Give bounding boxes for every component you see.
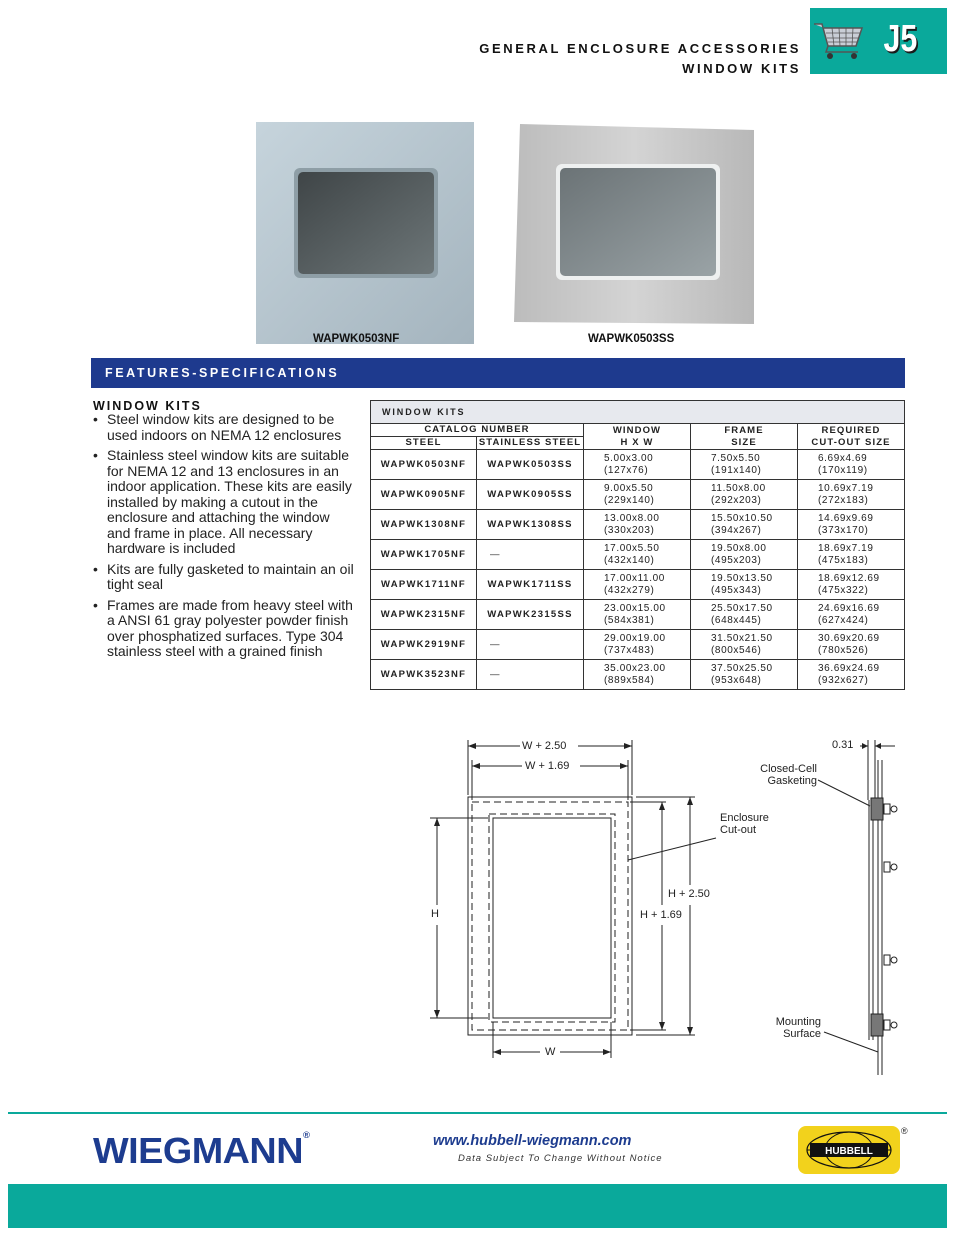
cutout-header-line2: CUT-OUT SIZE: [811, 436, 891, 448]
value-mm: (495x343): [711, 584, 762, 596]
frame-size: [691, 660, 798, 690]
page-tab: [810, 8, 947, 74]
window-header: [584, 424, 691, 450]
value-mm: (800x546): [711, 644, 762, 656]
brand-name: WIEGMANN: [93, 1130, 303, 1171]
value-mm: (475x322): [818, 584, 869, 596]
table-row: [371, 480, 905, 510]
value-mm: (475x183): [818, 554, 869, 566]
window-size: [584, 600, 691, 630]
table-row: [371, 570, 905, 600]
value-inches: 18.69x7.19: [818, 542, 874, 554]
value-inches: 19.50x8.00: [711, 542, 767, 554]
window-kit-photo-stainless: [514, 124, 756, 326]
value-mm: (272x183): [818, 494, 869, 506]
value-inches: 10.69x7.19: [818, 482, 874, 494]
dim-w: W: [545, 1046, 556, 1058]
cutout-size: [798, 510, 905, 540]
window-kit-photo-steel: [256, 120, 476, 345]
cutout-size: [798, 660, 905, 690]
features-specifications-bar: [91, 358, 905, 388]
table-row: [371, 450, 905, 480]
window-size: [584, 660, 691, 690]
wiegmann-logo: WIEGMANN®: [93, 1130, 310, 1171]
dim-h-plus-250: H + 2.50: [668, 888, 710, 900]
value-mm: (292x203): [711, 494, 762, 506]
value-mm: (932x627): [818, 674, 869, 686]
value-inches: 24.69x16.69: [818, 602, 880, 614]
frame-header-line2: SIZE: [731, 436, 757, 448]
cutout-header: [798, 424, 905, 450]
value-mm: (627x424): [818, 614, 869, 626]
window-size: [584, 480, 691, 510]
window-size: [584, 510, 691, 540]
window-size: [584, 630, 691, 660]
value-mm: (127x76): [604, 464, 649, 476]
features-list: [93, 412, 355, 665]
value-mm: (953x648): [711, 674, 762, 686]
cutout-size: [798, 480, 905, 510]
value-mm: (780x526): [818, 644, 869, 656]
window-size: [584, 540, 691, 570]
frame-size: [691, 600, 798, 630]
stainless-catalog-number: WAPWK1711SS: [477, 570, 584, 600]
value-inches: 35.00x23.00: [604, 662, 666, 674]
value-inches: 23.00x15.00: [604, 602, 666, 614]
value-inches: 17.00x5.50: [604, 542, 660, 554]
window-header-line1: WINDOW: [612, 424, 662, 436]
value-mm: (432x140): [604, 554, 655, 566]
value-mm: (889x584): [604, 674, 655, 686]
header-title-line1: GENERAL ENCLOSURE ACCESSORIES: [479, 41, 801, 56]
value-mm: (432x279): [604, 584, 655, 596]
value-mm: (394x267): [711, 524, 762, 536]
value-inches: 5.00x3.00: [604, 452, 654, 464]
steel-catalog-number: WAPWK2919NF: [371, 630, 477, 660]
cutout-size: [798, 540, 905, 570]
gasket-detail: [871, 798, 897, 1036]
steel-catalog-number: WAPWK3523NF: [371, 660, 477, 690]
value-inches: 6.69x4.69: [818, 452, 868, 464]
window-header-line2: H X W: [620, 436, 654, 448]
steel-catalog-number: WAPWK1711NF: [371, 570, 477, 600]
frame-header-line1: FRAME: [724, 424, 764, 436]
value-mm: (495x203): [711, 554, 762, 566]
cutout-outline: [472, 802, 628, 1030]
footer-bar: [8, 1184, 947, 1228]
value-inches: 19.50x13.50: [711, 572, 773, 584]
photo-caption-stainless: WAPWK0503SS: [588, 333, 675, 345]
table-row: [371, 660, 905, 690]
value-inches: 15.50x10.50: [711, 512, 773, 524]
steel-catalog-number: WAPWK0503NF: [371, 450, 477, 480]
steel-column-header: STEEL: [371, 437, 477, 450]
table-row: [371, 600, 905, 630]
website-link[interactable]: www.hubbell-wiegmann.com: [433, 1133, 632, 1149]
stainless-catalog-number: WAPWK0905SS: [477, 480, 584, 510]
frame-size: [691, 450, 798, 480]
value-mm: (373x170): [818, 524, 869, 536]
feature-bullet: • Stainless steel window kits are suitable for NEMA 12 and 13 enclosures in an indoor application. These kits are easily installed by making a cutout in the enclosure and attaching the window and frame in place. All necessary hardware is included: [93, 448, 355, 557]
stainless-catalog-number: WAPWK1308SS: [477, 510, 584, 540]
stainless-catalog-number: —: [477, 540, 584, 570]
cutout-size: [798, 630, 905, 660]
frame-size: [691, 510, 798, 540]
feature-bullet: • Kits are fully gasketed to maintain an oil tight seal: [93, 562, 355, 593]
window-size: [584, 570, 691, 600]
frame-size: [691, 480, 798, 510]
cutout-size: [798, 600, 905, 630]
steel-catalog-number: WAPWK2315NF: [371, 600, 477, 630]
value-mm: (191x140): [711, 464, 762, 476]
hubbell-logo: [798, 1126, 900, 1174]
value-inches: 37.50x25.50: [711, 662, 773, 674]
features-bar-title: FEATURES-SPECIFICATIONS: [105, 366, 340, 380]
hubbell-logo-text: HUBBELL: [825, 1146, 873, 1157]
feature-bullet: • Steel window kits are designed to be used indoors on NEMA 12 enclosures: [93, 412, 355, 443]
value-inches: 13.00x8.00: [604, 512, 660, 524]
value-inches: 29.00x19.00: [604, 632, 666, 644]
cutout-header-line1: REQUIRED: [821, 424, 881, 436]
cutout-size: [798, 450, 905, 480]
frame-size: [691, 540, 798, 570]
steel-catalog-number: WAPWK1308NF: [371, 510, 477, 540]
label-closed-cell-gasketing: Closed-Cell Gasketing: [760, 763, 817, 787]
value-mm: (648x445): [711, 614, 762, 626]
steel-catalog-number: WAPWK0905NF: [371, 480, 477, 510]
table-row: [371, 630, 905, 660]
steel-catalog-number: WAPWK1705NF: [371, 540, 477, 570]
value-mm: (330x203): [604, 524, 655, 536]
value-inches: 17.00x11.00: [604, 572, 665, 584]
dim-w-plus-169: W + 1.69: [525, 760, 570, 772]
label-enclosure-cutout: Enclosure Cut-out: [720, 812, 769, 836]
stainless-catalog-number: —: [477, 630, 584, 660]
disclaimer-note: Data Subject To Change Without Notice: [458, 1153, 663, 1164]
window-kits-spec-table: [370, 400, 905, 690]
value-mm: (737x483): [604, 644, 655, 656]
value-inches: 31.50x21.50: [711, 632, 773, 644]
registered-mark: ®: [901, 1126, 908, 1136]
shopping-cart-icon: [812, 16, 866, 60]
value-mm: (584x381): [604, 614, 655, 626]
window-size: [584, 450, 691, 480]
dim-h: H: [431, 908, 439, 920]
dim-h-plus-169: H + 1.69: [640, 909, 682, 921]
table-row: [371, 540, 905, 570]
value-mm: (170x119): [818, 464, 868, 476]
frame-size: [691, 570, 798, 600]
stainless-catalog-number: WAPWK0503SS: [477, 450, 584, 480]
value-inches: 25.50x17.50: [711, 602, 773, 614]
cutout-size: [798, 570, 905, 600]
label-mounting-surface: Mounting Surface: [775, 1016, 821, 1040]
value-inches: 9.00x5.50: [604, 482, 654, 494]
dim-thickness: 0.31: [832, 739, 854, 751]
page-code: J5: [883, 18, 917, 60]
dim-w-plus-250: W + 2.50: [522, 740, 567, 752]
value-inches: 30.69x20.69: [818, 632, 880, 644]
value-inches: 7.50x5.50: [711, 452, 761, 464]
frame-header: [691, 424, 798, 450]
footer-divider: [8, 1112, 947, 1114]
table-title: WINDOW KITS: [371, 401, 905, 424]
stainless-catalog-number: —: [477, 660, 584, 690]
catalog-number-header: CATALOG NUMBER: [371, 424, 584, 437]
table-row: [371, 510, 905, 540]
frame-size: [691, 630, 798, 660]
window-kits-heading: WINDOW KITS: [93, 399, 202, 413]
value-inches: 36.69x24.69: [818, 662, 880, 674]
value-inches: 14.69x9.69: [818, 512, 874, 524]
feature-bullet: • Frames are made from heavy steel with a ANSI 61 gray polyester powder finish over phosphatized surfaces. Type 304 stainless steel with a grained finish: [93, 598, 355, 660]
header-title-line2: WINDOW KITS: [682, 61, 801, 76]
value-inches: 11.50x8.00: [711, 482, 766, 494]
value-inches: 18.69x12.69: [818, 572, 880, 584]
stainless-catalog-number: WAPWK2315SS: [477, 600, 584, 630]
stainless-column-header: STAINLESS STEEL: [477, 437, 584, 450]
value-mm: (229x140): [604, 494, 655, 506]
photo-caption-steel: WAPWK0503NF: [313, 333, 400, 345]
